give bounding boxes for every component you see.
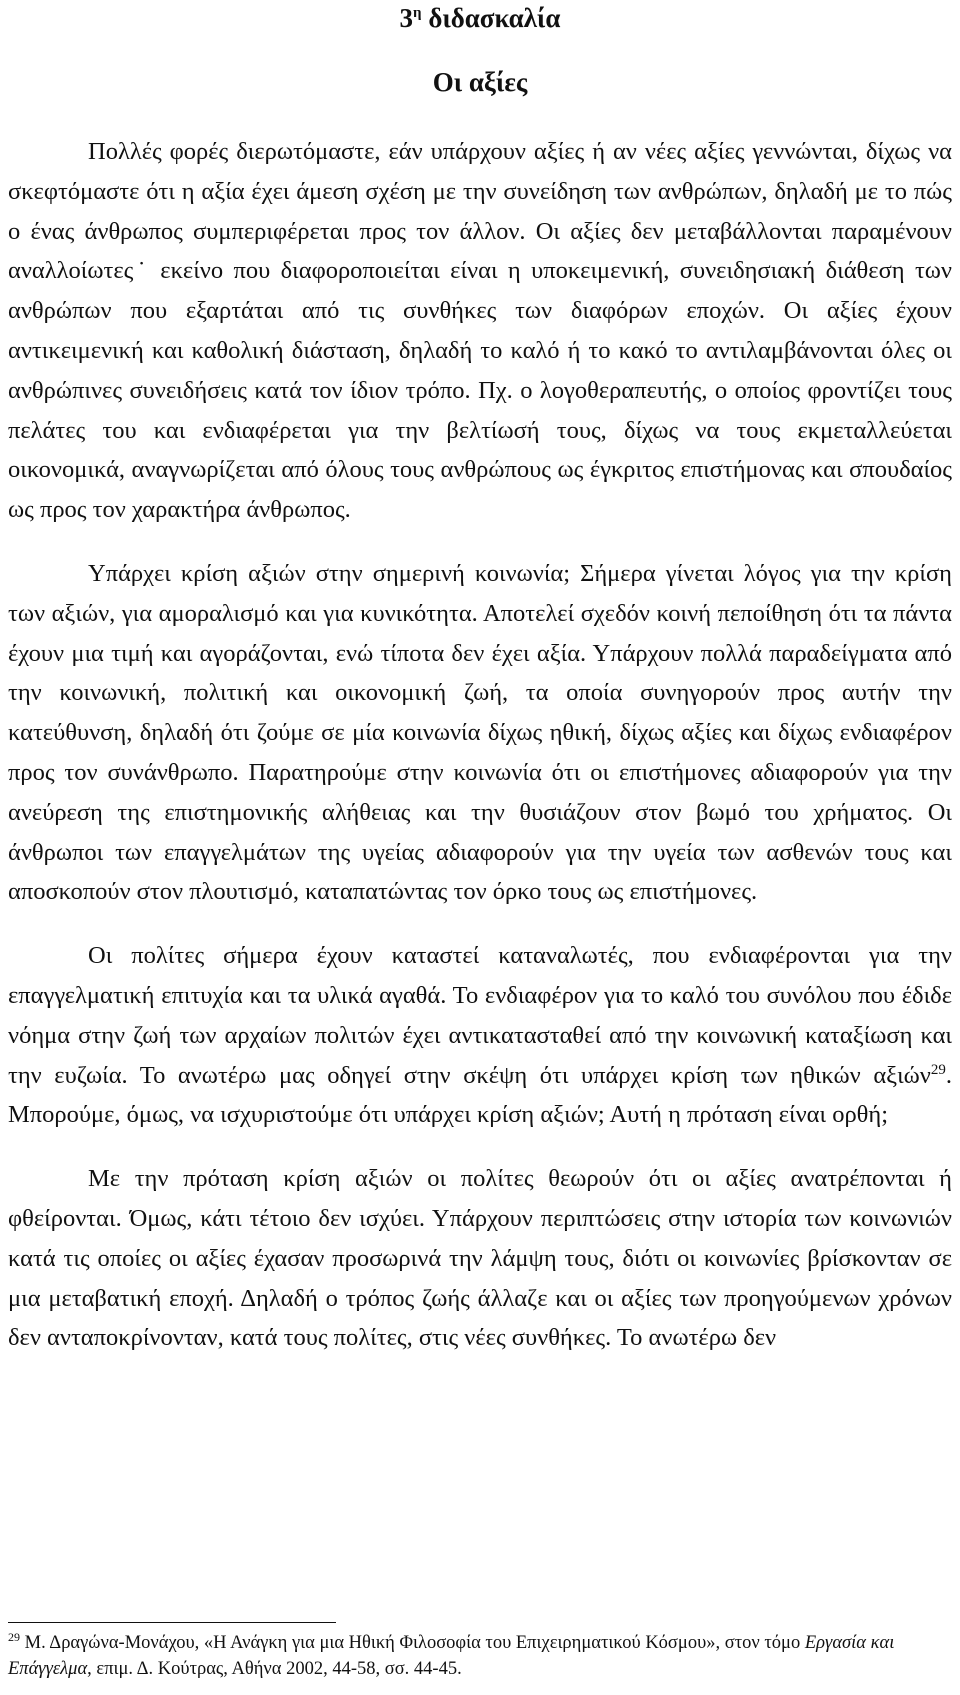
- footnote: [8, 1630, 952, 1682]
- document-page: [8, 0, 952, 1679]
- footnote-separator: [8, 1622, 336, 1623]
- footnote-book-title: Εργασία και Επάγγελμα: [8, 1633, 895, 1679]
- paragraph-2: Υπάρχει κρίση αξιών στην σημερινή κοινωνία; Σήμερα γίνεται λόγος για την κρίση των αξιών, για αμοραλισμό και για κυνικότητα. Αποτελεί σχεδόν κοινή πεποίθηση ότι τα πάντα έχουν μια τιμή και αγοράζονται, ενώ τίποτα δεν έχει αξία. Υπάρχουν πολλά παραδείγματα από την κοινωνική, πολιτική και οικονομική ζωή, τα οποία συνηγορούν προς αυτήν την κατεύθυνση, δηλαδή ότι ζούμε σε μία κοινωνία δίχως ηθική, δίχως αξίες και δίχως ενδιαφέρον προς τον συνάνθρωπο. Παρατηρούμε στην κοινωνία ότι οι επιστήμονες αδιαφορούν για την ανεύρεση της επιστημονικής αλήθειας και την θυσιάζουν στον βωμό του χρήματος. Οι άνθρωποι των επαγγελμάτων της υγείας αδιαφορούν για την υγεία των ασθενών τους και αποσκοπούν στον πλουτισμό, καταπατώντας τον όρκο τους ως επιστήμονες.: [8, 559, 952, 906]
- lesson-heading: [8, 0, 952, 36]
- footnote-reference[interactable]: 29: [930, 1061, 946, 1078]
- paragraph-4: Με την πρόταση κρίση αξιών οι πολίτες θεωρούν ότι οι αξίες ανατρέπονται ή φθείρονται. Όμως, κάτι τέτοιο δεν ισχύει. Υπάρχουν περιπτώσεις στην ιστορία των κοινωνιών κατά τις οποίες οι αξίες έχασαν προσωρινά την λάμψη τους, διότι οι κοινωνίες βρίσκονταν σε μια μεταβατική εποχή. Δηλαδή ο τρόπος ζωής άλλαζε και οι αξίες των προηγούμενων χρόνων δεν ανταποκρίνονταν, κατά τους πολίτες, στις νέες συνθήκες. Το ανωτέρω δεν: [8, 1165, 952, 1352]
- section-title: Οι αξίες: [432, 67, 528, 97]
- footnote-number: 29: [8, 1629, 20, 1644]
- lesson-number: 3: [399, 3, 414, 33]
- lesson-word: διδασκαλία: [428, 3, 561, 33]
- footnote-text: Μ. Δραγώνα-Μονάχου, «Η Ανάγκη για μια Ηθική Φιλοσοφία του Επιχειρηματικού Κόσμου», στον τόμο: [20, 1633, 805, 1653]
- paragraph-1: Πολλές φορές διερωτόμαστε, εάν υπάρχουν αξίες ή αν νέες αξίες γεννώνται, δίχως να σκεφτόμαστε ότι η αξία έχει άμεση σχέση με την συνείδηση των ανθρώπων, δηλαδή με το πώς ο ένας άνθρωπος συμπεριφέρεται προς τον άλλον. Οι αξίες δεν μεταβάλλονται παραμένουν αναλλοίωτες˙ εκείνο που διαφοροποιείται είναι η υποκειμενική, συνειδησιακή διάθεση των ανθρώπων που εξαρτάται από τις συνθήκες των διαφόρων εποχών. Οι αξίες έχουν αντικειμενική και καθολική διάσταση, δηλαδή το καλό ή το κακό το αντιλαμβάνονται όλες οι ανθρώπινες συνειδήσεις κατά τον ίδιον τρόπο. Πχ. ο λογοθεραπευτής, ο οποίος φροντίζει τους πελάτες του και ενδιαφέρεται για την βελτίωσή τους, δίχως να τους εκμεταλλεύεται οικονομικά, αναγνωρίζεται από όλους τους ανθρώπους ως έγκριτος επιστήμονας και σπουδαίος ως προς τον χαρακτήρα άνθρωπος.: [8, 138, 952, 524]
- footnote-text-continued: , επιμ. Δ. Κούτρας, Αθήνα 2002, 44-58, σσ. 44-45.: [87, 1659, 462, 1679]
- paragraph-3-text: Οι πολίτες σήμερα έχουν καταστεί καταναλωτές, που ενδιαφέρονται για την επαγγελματική επιτυχία και τα υλικά αγαθά. Το ενδιαφέρον για το καλό του συνόλου που έδιδε νόημα στην ζωή των αρχαίων πολιτών έχει αντικατασταθεί από την κοινωνική καταξίωση και την ευζωία. Το ανωτέρω μας οδηγεί στην σκέψη ότι υπάρχει κρίση των ηθικών αξιών: [8, 942, 952, 1089]
- lesson-ordinal-suffix: η: [413, 5, 422, 21]
- paragraph-3: [8, 936, 952, 1135]
- paragraph-3-text-continued: . Μπορούμε, όμως, να ισχυριστούμε ότι υπάρχει κρίση αξιών; Αυτή η πρόταση είναι ορθή;: [8, 1061, 952, 1129]
